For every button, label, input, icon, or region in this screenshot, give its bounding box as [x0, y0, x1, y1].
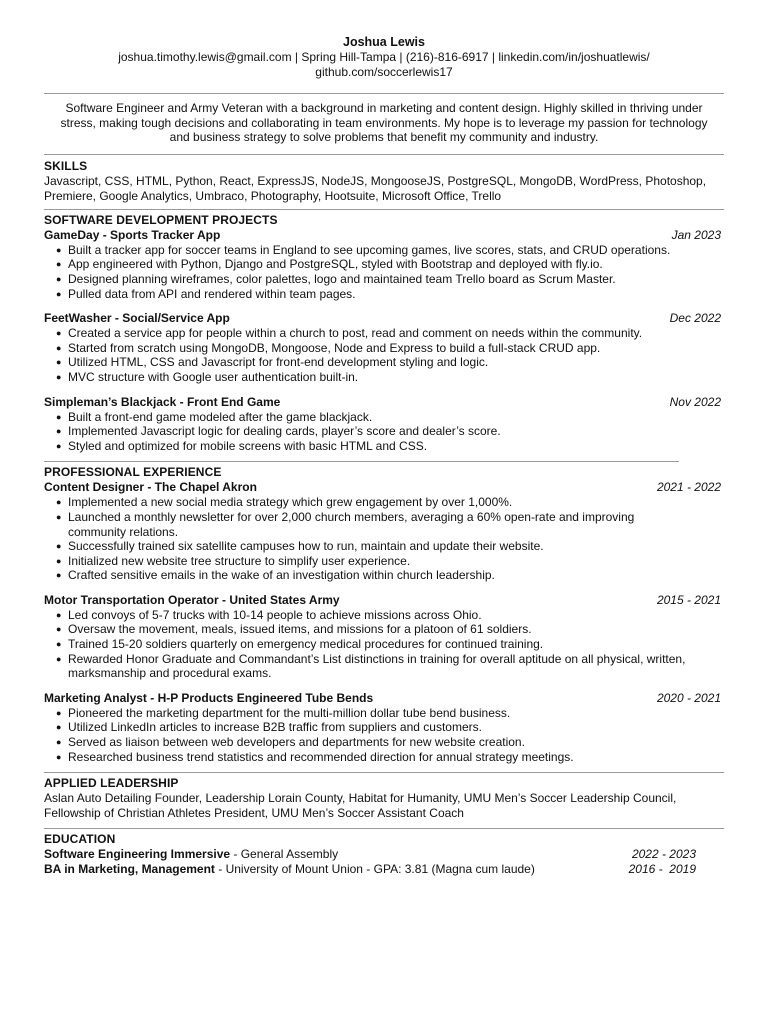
- job-date: 2015 - 2021: [656, 592, 721, 607]
- project-date: Nov 2022: [669, 394, 721, 409]
- degree-date: 2016 - 2019: [628, 862, 696, 877]
- candidate-name: Joshua Lewis: [343, 35, 425, 49]
- education-entry: [44, 847, 696, 862]
- bullet-item: ● Led convoys of 5-7 trucks with 10-14 people to achieve missions across Ohio.: [56, 608, 724, 623]
- project-entry: [44, 228, 724, 301]
- job-date: 2021 - 2022: [656, 480, 721, 495]
- degree-detail: - University of Mount Union - GPA: 3.81 (Magna cum laude): [214, 862, 535, 877]
- project-entry: [44, 395, 724, 454]
- bullet-item: ● Built a tracker app for soccer teams in England to see upcoming games, live scores, stats, and CRUD operations.: [56, 243, 724, 258]
- bullet-item: ● Oversaw the movement, meals, issued items, and missions for a platoon of 61 soldiers.: [56, 622, 724, 637]
- bullet-item: ● Implemented Javascript logic for dealing cards, player’s score and dealer’s score.: [56, 424, 724, 439]
- bullet-item: ● Created a service app for people within a church to post, read and comment on needs within the community.: [56, 326, 724, 341]
- bullet-item: ● Initialized new website tree structure to simplify user experience.: [56, 554, 724, 569]
- bullet-item: ● Researched business trend statistics and recommended direction for annual strategy meetings.: [56, 750, 724, 765]
- job-entry: [44, 593, 724, 681]
- education-section: [44, 832, 724, 877]
- project-name: GameDay - Sports Tracker App: [44, 227, 221, 242]
- project-name: FeetWasher - Social/Service App: [44, 311, 230, 326]
- bullet-item: ● Pioneered the marketing department for the multi-million dollar tube bend business.: [56, 706, 724, 721]
- bullet-item: ● Utilized HTML, CSS and Javascript for front-end development styling and logic.: [56, 355, 724, 370]
- bullet-item: ● Pulled data from API and rendered within team pages.: [56, 287, 724, 302]
- skills-text: Javascript, CSS, HTML, Python, React, ExpressJS, NodeJS, MongooseJS, PostgreSQL, MongoDB, WordPress, Photoshop, Premiere, Google Analytics, Umbraco, Photography, Hootsuite, Microsoft Office, Trello: [44, 173, 707, 203]
- project-date: Dec 2022: [669, 311, 721, 326]
- job-entry: [44, 691, 724, 764]
- bullet-item: ● Rewarded Honor Graduate and Commandant’s List distinctions in training for overall aptitude on all physical, written, marksmanship and procedural exams.: [56, 652, 724, 681]
- job-title: Motor Transportation Operator - United States Army: [44, 592, 340, 607]
- bullet-item: ● Implemented a new social media strategy which grew engagement by over 1,000%.: [56, 495, 724, 510]
- bullet-item: ● Started from scratch using MongoDB, Mongoose, Node and Express to build a full-stack CRUD app.: [56, 341, 724, 356]
- project-name: Simpleman’s Blackjack - Front End Game: [44, 394, 281, 409]
- bullet-item: ● Styled and optimized for mobile screens with basic HTML and CSS.: [56, 439, 724, 454]
- bullet-item: ● MVC structure with Google user authentication built-in.: [56, 370, 724, 385]
- leadership-text: Aslan Auto Detailing Founder, Leadership Lorain County, Habitat for Humanity, UMU Men’s Soccer Leadership Council, Fellowship of Christian Athletes President, UMU Men’s Soccer Assistant Coach: [44, 791, 677, 821]
- job-date: 2020 - 2021: [656, 690, 721, 705]
- leadership-title: APPLIED LEADERSHIP: [44, 776, 179, 791]
- project-date: Jan 2023: [671, 227, 721, 242]
- job-entry: [44, 480, 724, 583]
- bullet-item: ● Built a front-end game modeled after the game blackjack.: [56, 410, 724, 425]
- github-line: github.com/soccerlewis17: [315, 65, 453, 79]
- job-title: Marketing Analyst - H-P Products Engineered Tube Bends: [44, 690, 374, 705]
- bullet-item: ● Launched a monthly newsletter for over 2,000 church members, averaging a 60% open-rate and improving community relations.: [56, 510, 724, 539]
- experience-section: [44, 465, 724, 764]
- resume-header: [44, 34, 724, 80]
- degree-detail: - General Assembly: [230, 847, 339, 862]
- bullet-item: ● Crafted sensitive emails in the wake of an investigation within church leadership.: [56, 568, 724, 583]
- bullet-item: ● Designed planning wireframes, color palettes, logo and maintained team Trello board as Scrum Master.: [56, 272, 724, 287]
- bullet-item: ● Trained 15-20 soldiers quarterly on emergency medical procedures for continued training.: [56, 637, 724, 652]
- projects-title: SOFTWARE DEVELOPMENT PROJECTS: [44, 212, 278, 227]
- contact-line: joshua.timothy.lewis@gmail.com | Spring Hill-Tampa | (216)-816-6917 | linkedin.com/in/joshuatlewis/: [118, 50, 650, 64]
- project-entry: [44, 311, 724, 384]
- degree-name: Software Engineering Immersive: [44, 847, 231, 862]
- bullet-item: ● Utilized LinkedIn articles to increase B2B traffic from suppliers and customers.: [56, 720, 724, 735]
- projects-section: [44, 213, 724, 454]
- degree-date: 2022 - 2023: [631, 847, 696, 862]
- skills-title: SKILLS: [44, 158, 88, 173]
- experience-title: PROFESSIONAL EXPERIENCE: [44, 465, 222, 480]
- skills-section: [44, 159, 724, 204]
- leadership-section: [44, 776, 724, 821]
- bullet-item: ● Served as liaison between web developers and departments for new website creation.: [56, 735, 724, 750]
- education-entry: [44, 862, 696, 877]
- summary-paragraph: Software Engineer and Army Veteran with a background in marketing and content design. Highly skilled in thriving under stress, making tough decisions and collaborating in team environments. My hope is to leverage my passion for technology and business strategy to solve problems that benefit my community and industry.: [60, 101, 708, 145]
- bullet-item: ● App engineered with Python, Django and PostgreSQL, styled with Bootstrap and deployed with fly.io.: [56, 257, 724, 272]
- job-title: Content Designer - The Chapel Akron: [44, 480, 257, 495]
- degree-name: BA in Marketing, Management: [44, 862, 215, 877]
- education-title: EDUCATION: [44, 832, 116, 847]
- bullet-item: ● Successfully trained six satellite campuses how to run, maintain and update their website.: [56, 539, 724, 554]
